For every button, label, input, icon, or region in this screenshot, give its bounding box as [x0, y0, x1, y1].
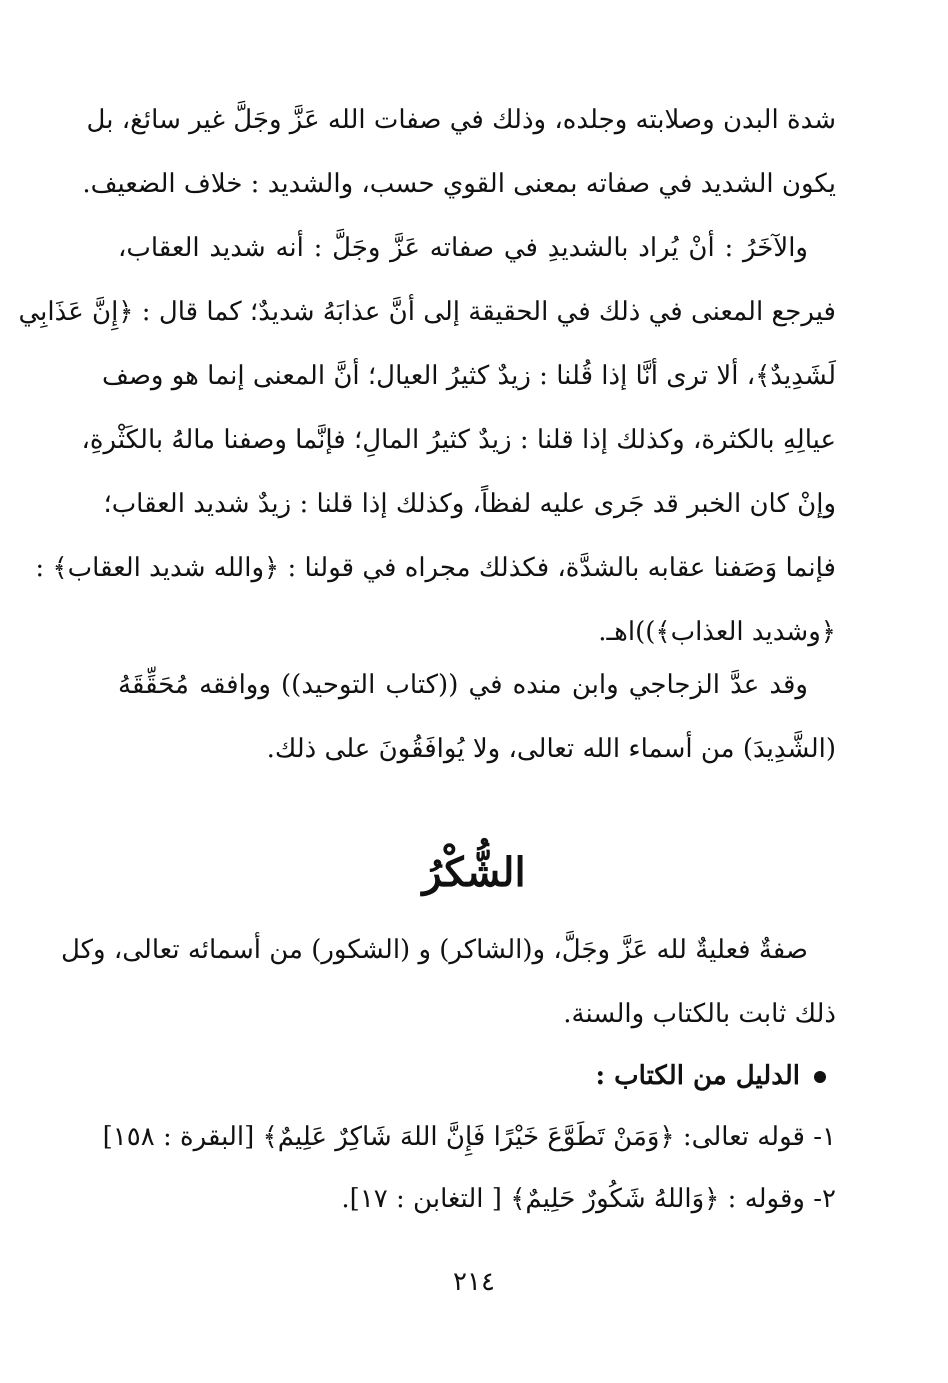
- evidence-list: [102, 1106, 836, 1230]
- text-line: ذلك ثابت بالكتاب والسنة.: [563, 999, 836, 1029]
- text-line: وقد عدَّ الزجاجي وابن منده في ((كتاب التوحيد)) ووافقه مُحَقِّقَهُ: [118, 670, 808, 700]
- page-number: ٢١٤: [453, 1267, 495, 1297]
- text-line: والآخَرُ : أنْ يُراد بالشديدِ في صفاته عَزَّ وجَلَّ : أنه شديد العقاب،: [118, 233, 808, 263]
- text-line: فيرجع المعنى في ذلك في الحقيقة إلى أنَّ عذابَهُ شديدٌ؛ كما قال : ﴿إِنَّ عَذَابِي: [18, 297, 836, 327]
- text-line: شدة البدن وصلابته وجلده، وذلك في صفات الله عَزَّ وجَلَّ غير سائغ، بل: [86, 105, 836, 135]
- text-line: ﴿وشديد العذاب﴾))اهـ.: [598, 617, 836, 647]
- section-title: الشُّكْرُ: [422, 849, 526, 896]
- paragraph-zajjaji: [118, 653, 836, 781]
- list-item: ٢- وقوله : ﴿وَاللهُ شَكُورٌ حَلِيمٌ﴾ [ التغابن : ١٧].: [341, 1184, 836, 1214]
- list-item: ١- قوله تعالى: ﴿وَمَنْ تَطَوَّعَ خَيْرًا فَإِنَّ اللهَ شَاكِرٌ عَلِيمٌ﴾ [البقرة : ١٥٨]: [102, 1122, 836, 1152]
- text-line: عيالِهِ بالكثرة، وكذلك إذا قلنا : زيدٌ كثيرُ المالِ؛ فإنَّما وصفنا مالهُ بالكَثْرةِ،: [81, 425, 836, 455]
- bullet-icon: [814, 1071, 826, 1083]
- text-line: لَشَدِيدٌ﴾، ألا ترى أنَّا إذا قُلنا : زيدٌ كثيرُ العيال؛ أنَّ المعنى إنما هو وصف: [101, 361, 836, 391]
- text-line: صفةٌ فعليةٌ لله عَزَّ وجَلَّ، و(الشاكر) و (الشكور) من أسمائه تعالى، وكل: [60, 935, 808, 965]
- text-line: يكون الشديد في صفاته بمعنى القوي حسب، والشديد : خلاف الضعيف.: [82, 169, 836, 199]
- text-line: فإنما وَصَفنا عقابه بالشدَّة، فكذلك مجراه في قولنا : ﴿والله شديد العقاب﴾ :: [35, 553, 836, 583]
- evidence-heading: [118, 1046, 836, 1106]
- paragraph-continuation: [18, 88, 836, 664]
- paragraph-shukr-definition: [60, 918, 836, 1046]
- text-line: وإنْ كان الخبر قد جَرى عليه لفظاً، وكذلك إذا قلنا : زيدٌ شديد العقاب؛: [103, 489, 836, 519]
- text-line: (الشَّدِيدَ) من أسماء الله تعالى، ولا يُوافَقُونَ على ذلك.: [266, 734, 836, 764]
- evidence-heading-label: الدليل من الكتاب :: [595, 1061, 800, 1091]
